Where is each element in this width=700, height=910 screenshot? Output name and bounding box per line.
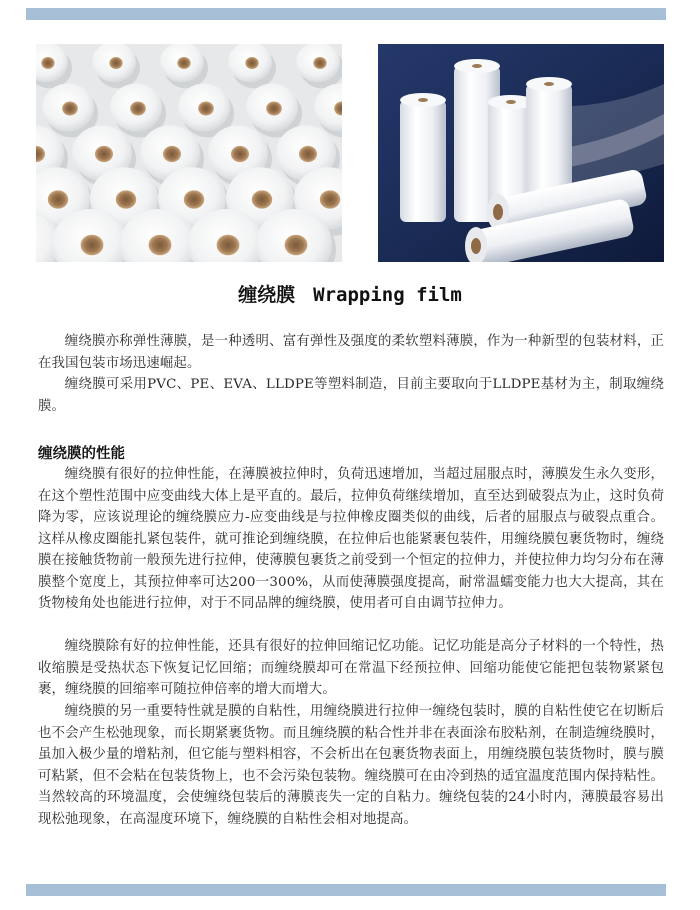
intro-paragraph-2: 缠绕膜可采用PVC、PE、EVA、LLDPE等塑料制造，目前主要取向于LLDPE基材为主，制取缠绕膜。 (38, 377, 664, 414)
page-title (0, 280, 700, 307)
body-paragraph-3: 缠绕膜的另一重要特性就是膜的自粘性，用缠绕膜进行拉伸一缠绕包装时，膜的自粘性使它在切断后也不会产生松弛现象，而长期紧裹货物。而且缠绕膜的粘合性并非在表面涂布胶粘剂，在制造缠绕膜时，虽加入极少量的增粘剂，但它能与塑料相容，不会析出在包裹货物表面上，用缠绕膜包装货物时，膜与膜可粘紧，但不会粘在包装货物上，也不会污染包装物。缠绕膜可在由冷到热的适宜温度范围内保持粘性。当然较高的环境温度，会使缠绕包装后的薄膜丧失一定的自粘力。缠绕包装的24小时内，薄膜最容易出现松弛现象，在高湿度环境下，缠绕膜的自粘性会相对地提高。 (38, 704, 664, 827)
intro-paragraph-1: 缠绕膜亦称弹性薄膜，是一种透明、富有弹性及强度的柔软塑料薄膜，作为一种新型的包装材料，正在我国包装市场迅速崛起。 (38, 334, 664, 371)
section-heading: 缠绕膜的性能 (38, 446, 125, 462)
title-chinese: 缠绕膜 (238, 284, 296, 306)
stretch-film-rolls-photo (378, 44, 664, 262)
film-rolls-array-photo (36, 44, 342, 262)
body-paragraph-2: 缠绕膜除有好的拉伸性能，还具有很好的拉伸回缩记忆功能。记忆功能是高分子材料的一个特性，热收缩膜是受热状态下恢复记忆回缩；而缠绕膜却可在常温下经预拉伸、回缩功能使它能把包装物紧紧包裹，缠绕膜的回缩率可随拉伸倍率的增大而增大。 (38, 639, 664, 697)
body-paragraph-1: 缠绕膜有很好的拉伸性能，在薄膜被拉伸时，负荷迅速增加，当超过屈服点时，薄膜发生永久变形，在这个塑性范围中应变曲线大体上是平直的。最后，拉伸负荷继续增加，直至达到破裂点为止，这时负荷降为零，应该说理论的缠绕膜应力-应变曲线是与拉伸橡皮圈类似的曲线，后者的屈服点与破裂点重合。这样从橡皮圈能扎紧包装件，就可推论到缠绕膜，在拉伸后也能紧裹包装件，用缠绕膜包裹货物时，缠绕膜在接触货物前一般预先进行拉伸，使薄膜包裹货之前受到一个恒定的拉伸力，并使拉伸力均匀分布在薄膜整个宽度上，其预拉伸率可达200一300%，从而使薄膜强度提高，耐常温蠕变能力也大大提高，其在货物棱角处也能进行拉伸，对于不同品牌的缠绕膜，使用者可自由调节拉伸力。 (38, 467, 664, 611)
top-decorative-band (26, 8, 666, 20)
title-english: Wrapping film (313, 284, 462, 306)
bottom-decorative-band (26, 884, 666, 896)
